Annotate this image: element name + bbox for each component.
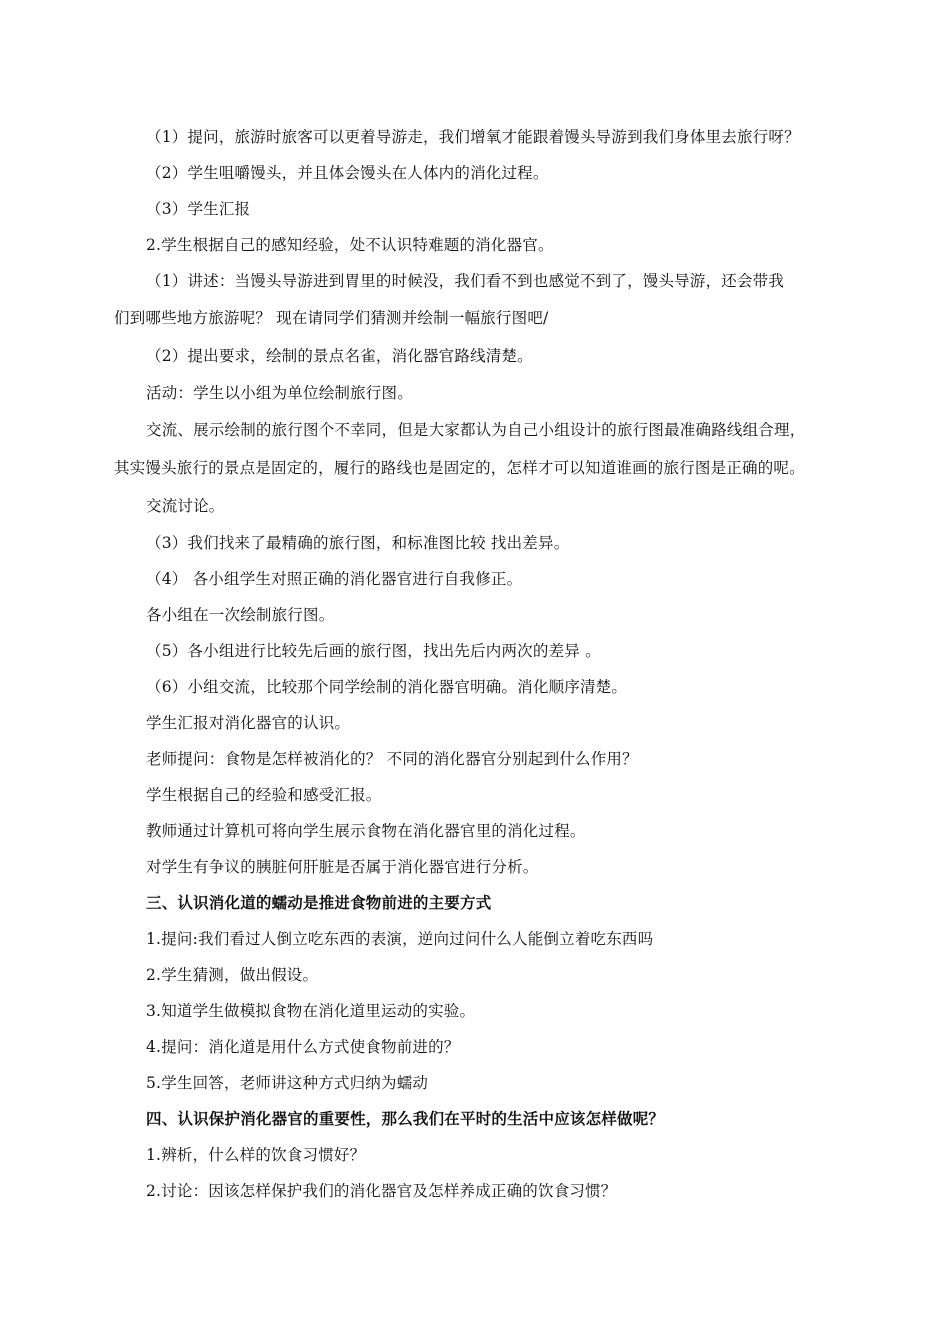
paragraph-line: （2）提出要求，绘制的景点名雀，消化器官路线清楚。 — [146, 347, 533, 365]
paragraph-line: （6）小组交流，比较那个同学绘制的消化器官明确。消化顺序清楚。 — [146, 678, 628, 696]
paragraph-line: 各小组在一次绘制旅行图。 — [146, 606, 335, 624]
paragraph-line: 1.提问:我们看过人倒立吃东西的表演，逆向过问什么人能倒立着吃东西吗 — [146, 930, 654, 948]
paragraph-line: 活动：学生以小组为单位绘制旅行图。 — [146, 384, 413, 402]
paragraph-line: 交流讨论。 — [146, 497, 225, 515]
paragraph-line: 们到哪些地方旅游呢？ 现在请同学们猜测并绘制一幅旅行图吧/ — [114, 309, 549, 327]
paragraph-line: 2.学生猜测，做出假设。 — [146, 966, 319, 984]
paragraph-line: 学生汇报对消化器官的认识。 — [146, 714, 351, 732]
paragraph-line: （3）我们找来了最精确的旅行图，和标准图比较 找出差异。 — [146, 534, 570, 552]
section-heading: 四、认识保护消化器官的重要性，那么我们在平时的生活中应该怎样做呢？ — [146, 1109, 665, 1128]
section-heading: 三、认识消化道的蠕动是推进食物前进的主要方式 — [146, 893, 492, 912]
paragraph-line: （4） 各小组学生对照正确的消化器官进行自我修正。 — [146, 570, 523, 588]
paragraph-line: （2）学生咀嚼馒头，并且体会馒头在人体内的消化过程。 — [146, 164, 549, 182]
paragraph-line: （5）各小组进行比较先后画的旅行图，找出先后内两次的差异 。 — [146, 642, 601, 660]
paragraph-line: （1）提问，旅游时旅客可以更着导游走，我们增氧才能跟着馒头导游到我们身体里去旅行呀？ — [146, 128, 800, 146]
paragraph-line: 交流、展示绘制的旅行图个不幸同，但是大家都认为自己小组设计的旅行图最准确路线组合理， — [146, 421, 806, 439]
paragraph-line: 5.学生回答，老师讲这种方式归纳为蠕动 — [146, 1074, 429, 1092]
paragraph-line: 学生根据自己的经验和感受汇报。 — [146, 786, 382, 804]
paragraph-line: 其实馒头旅行的景点是固定的，履行的路线也是固定的，怎样才可以知道谁画的旅行图是正确的呢。 — [114, 459, 805, 477]
paragraph-line: 2.学生根据自己的感知经验，处不认识特难题的消化器官。 — [146, 236, 554, 254]
paragraph-line: 1.辨析，什么样的饮食习惯好？ — [146, 1146, 366, 1164]
paragraph-line: 教师通过计算机可将向学生展示食物在消化器官里的消化过程。 — [146, 822, 586, 840]
paragraph-line: （3）学生汇报 — [146, 200, 251, 218]
paragraph-line: 2.讨论：因该怎样保护我们的消化器官及怎样养成正确的饮食习惯？ — [146, 1182, 617, 1200]
paragraph-line: 3.知道学生做模拟食物在消化道里运动的实验。 — [146, 1002, 476, 1020]
paragraph-line: 老师提问：食物是怎样被消化的？ 不同的消化器官分别起到什么作用？ — [146, 750, 638, 768]
paragraph-line: 4.提问：消化道是用什么方式使食物前进的？ — [146, 1038, 460, 1056]
paragraph-line: （1）讲述：当馒头导游进到胃里的时候没，我们看不到也感觉不到了，馒头导游，还会带我 — [146, 272, 785, 290]
paragraph-line: 对学生有争议的胰脏何肝脏是否属于消化器官进行分析。 — [146, 858, 539, 876]
